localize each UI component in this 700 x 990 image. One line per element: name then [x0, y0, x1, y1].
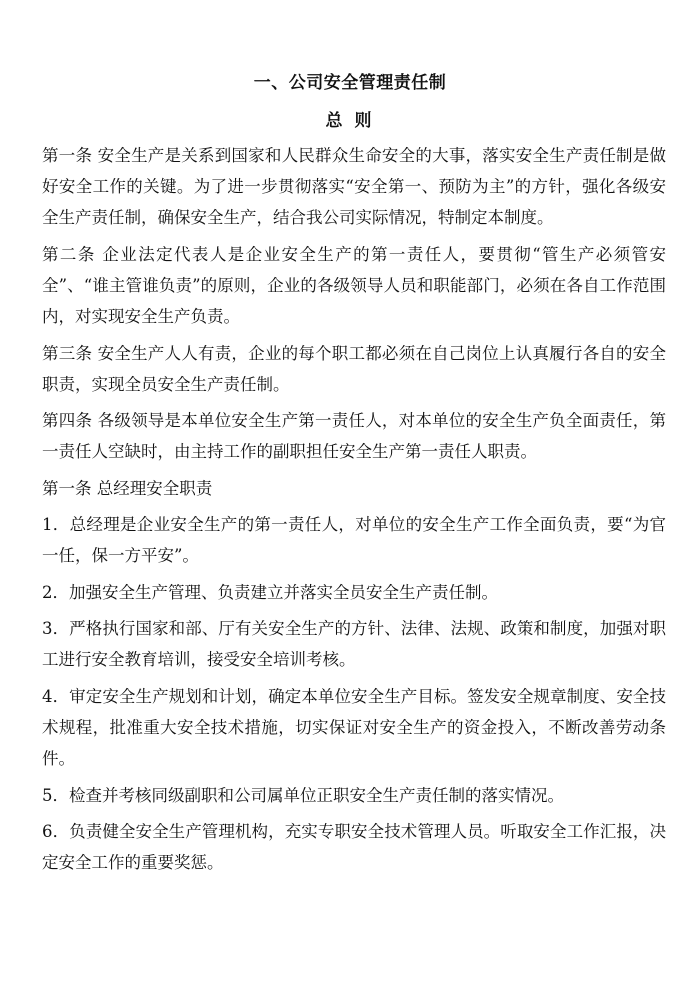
section-heading: 总 则 [325, 111, 375, 131]
duty-item-2: 2．加强安全生产管理、负责建立并落实全员安全生产责任制。 [42, 582, 498, 602]
article-2-paragraph: 第二条 企业法定代表人是企业安全生产的第一责任人，要贯彻“管生产必须管安全”、“谁主管谁负责”的原则，企业的各级领导人员和职能部门，必须在各自工作范围内，对实现安全生产负责。 [42, 244, 666, 327]
duty-item-1: 1．总经理是企业安全生产的第一责任人，对单位的安全生产工作全面负责，要“为官一任，保一方平安”。 [42, 515, 666, 566]
article-1-paragraph: 第一条 安全生产是关系到国家和人民群众生命安全的大事，落实安全生产责任制是做好安全工作的关键。为了进一步贯彻落实“安全第一、预防为主”的方针，强化各级安全生产责任制，确保安全生产，结合我公司实际情况，特制定本制度。 [42, 146, 666, 228]
article-3-paragraph: 第三条 安全生产人人有责，企业的每个职工都必须在自己岗位上认真履行各自的安全职责，实现全员安全生产责任制。 [42, 343, 666, 394]
document-body [42, 140, 666, 884]
general-manager-duties-heading: 第一条 总经理安全职责 [42, 478, 213, 498]
duty-item-6: 6．负责健全安全生产管理机构，充实专职安全技术管理人员。听取安全工作汇报，决定安全工作的重要奖惩。 [42, 821, 666, 873]
duty-item-3: 3．严格执行国家和部、厅有关安全生产的方针、法律、法规、政策和制度，加强对职工进行安全教育培训，接受安全培训考核。 [42, 619, 666, 670]
duty-item-5: 5．检查并考核同级副职和公司属单位正职安全生产责任制的落实情况。 [42, 785, 564, 805]
article-4-paragraph: 第四条 各级领导是本单位安全生产第一责任人，对本单位的安全生产负全面责任，第一责任人空缺时，由主持工作的副职担任安全生产第一责任人职责。 [42, 411, 666, 462]
document-title: 一、公司安全管理责任制 [253, 73, 447, 93]
duty-item-4: 4．审定安全生产规划和计划，确定本单位安全生产目标。签发安全规章制度、安全技术规程，批准重大安全技术措施，切实保证对安全生产的资金投入，不断改善劳动条件。 [42, 686, 666, 769]
